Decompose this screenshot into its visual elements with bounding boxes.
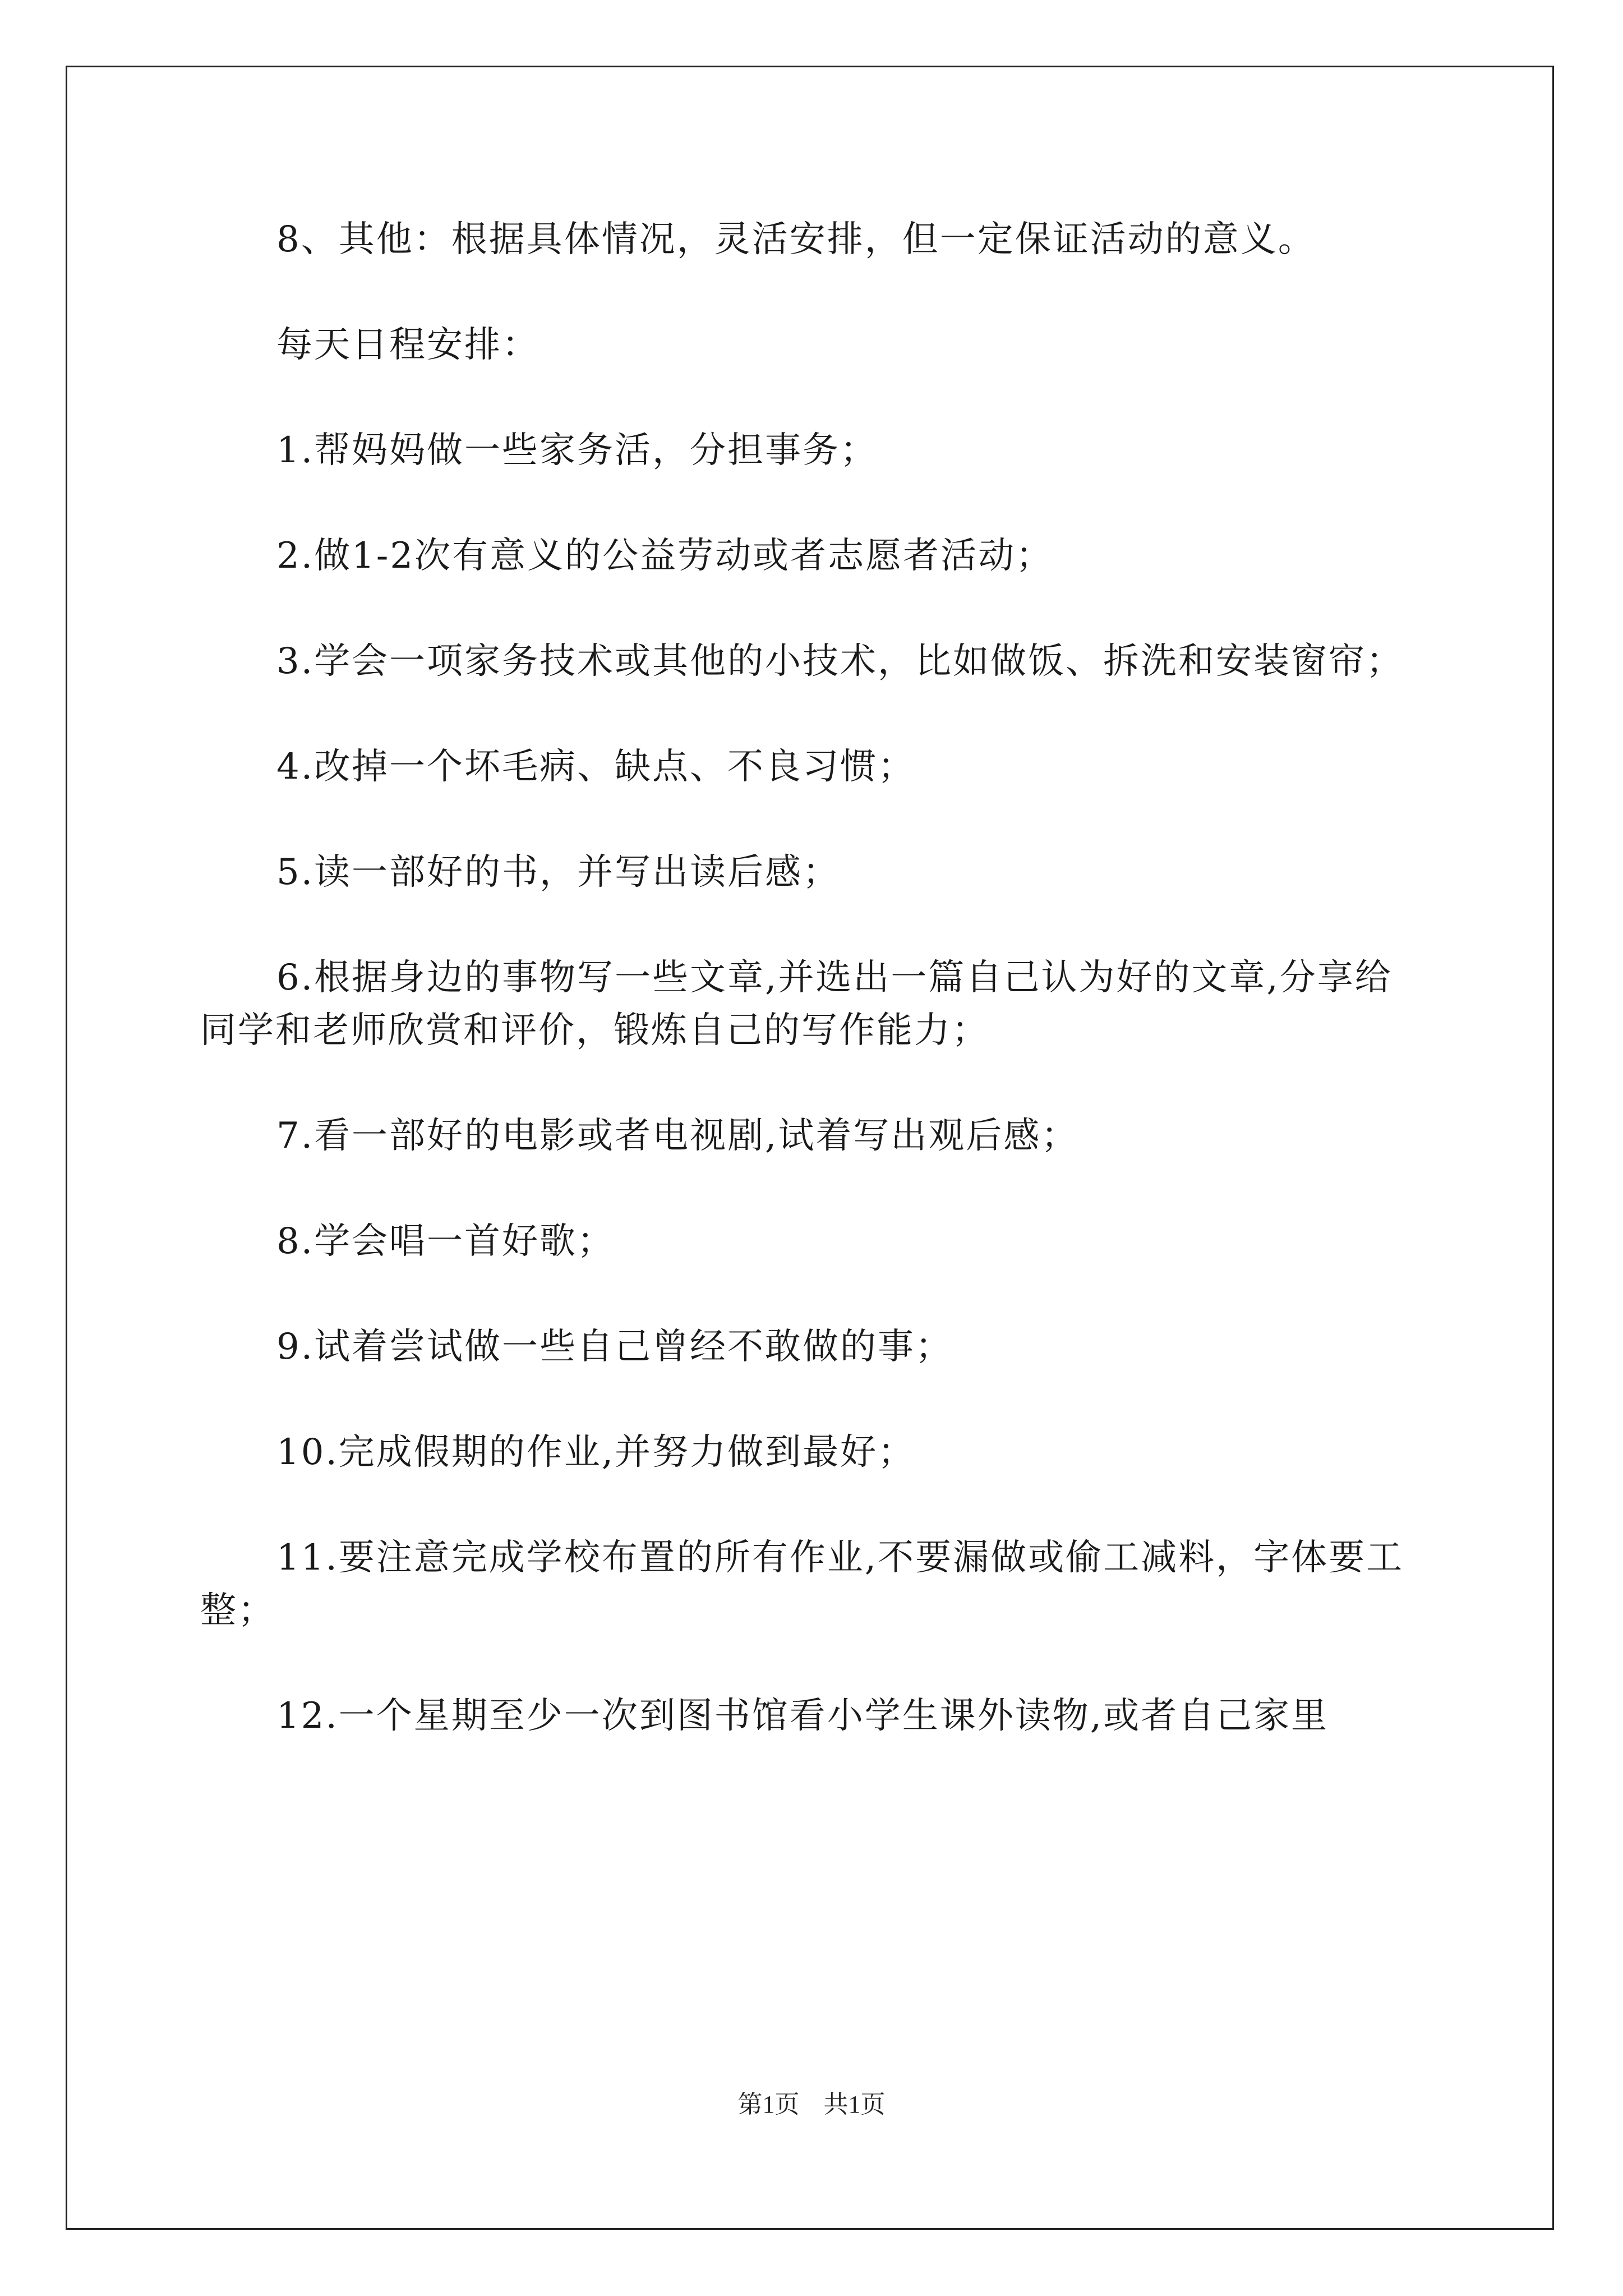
document-body <box>200 213 1428 1795</box>
paragraph-daily-schedule-heading: 每天日程安排： <box>276 324 540 366</box>
page-total: 共1页 <box>823 2091 886 2118</box>
list-item: 4.改掉一个坏毛病、缺点、不良习惯； <box>276 746 916 788</box>
page-footer <box>0 2084 1623 2120</box>
list-item: 8.学会唱一首好歌； <box>276 1221 615 1262</box>
list-item: 1.帮妈妈做一些家务活，分担事务； <box>276 430 878 471</box>
list-item: 7.看一部好的电影或者电视剧,试着写出观后感； <box>276 1115 1079 1157</box>
list-item: 10.完成假期的作业,并努力做到最好； <box>276 1432 916 1473</box>
list-item: 3.学会一项家务技术或其他的小技术，比如做饭、拆洗和安装窗帘； <box>276 641 1404 682</box>
list-item: 5.读一部好的书，并写出读后感； <box>276 852 841 893</box>
list-item: 11.要注意完成学校布置的所有作业,不要漏做或偷工减料，字体要工整； <box>200 1537 1404 1631</box>
page-number: 第1页 <box>737 2091 800 2118</box>
list-item: 2.做1-2次有意义的公益劳动或者志愿者活动； <box>276 535 1054 577</box>
list-item: 9.试着尝试做一些自己曾经不敢做的事； <box>276 1326 953 1368</box>
paragraph-other: 8、其他：根据具体情况，灵活安排，但一定保证活动的意义。 <box>276 219 1316 260</box>
list-item: 12.一个星期至少一次到图书馆看小学生课外读物,或者自己家里 <box>276 1695 1329 1737</box>
list-item: 6.根据身边的事物写一些文章,并选出一篇自己认为好的文章,分享给同学和老师欣赏和评价，锻炼自己的写作能力； <box>200 957 1393 1051</box>
